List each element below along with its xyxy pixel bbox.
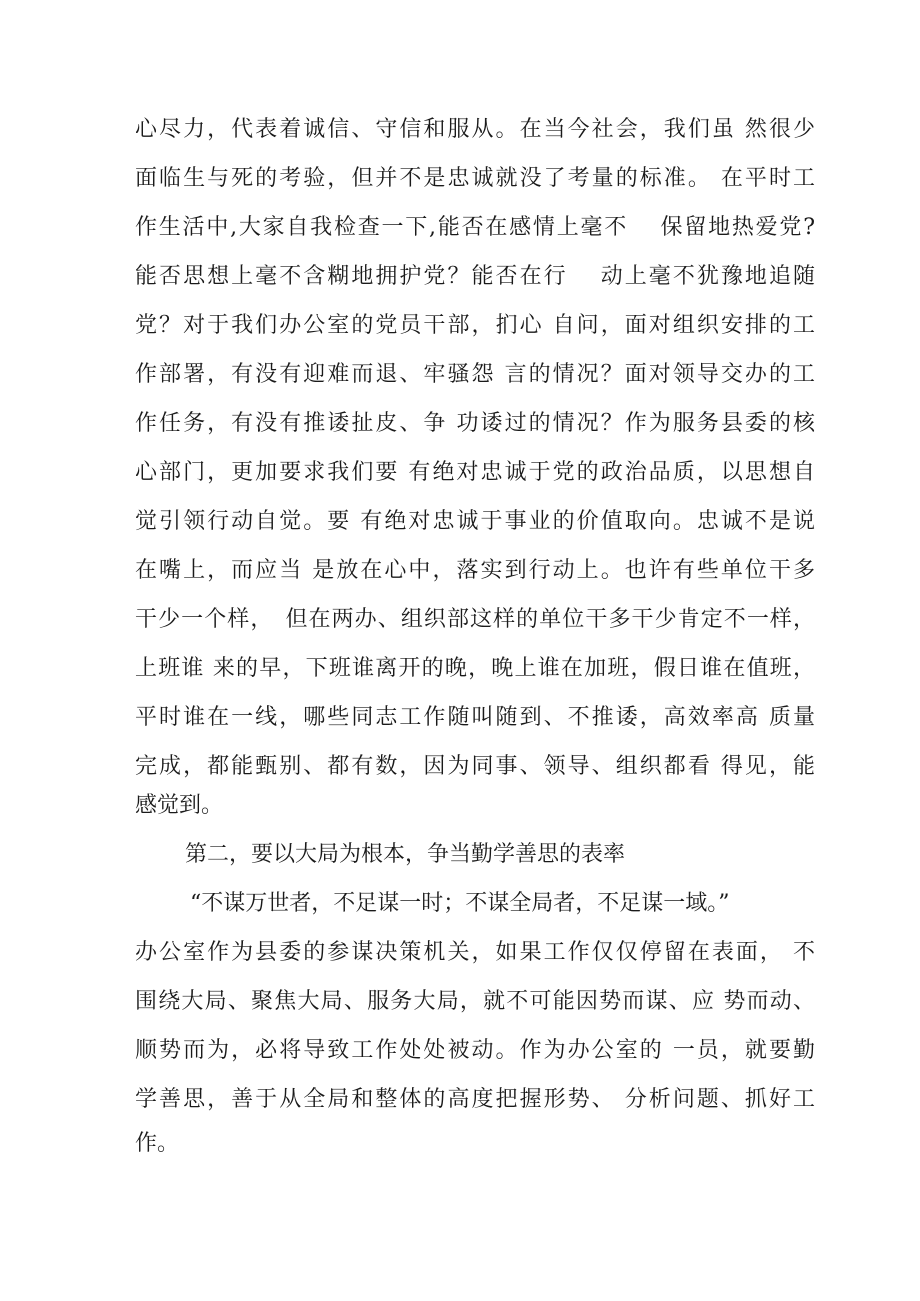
text-line: 面临生与死的考验，但并不是忠诚就没了考量的标准。 在平时工 [135, 166, 815, 191]
section-heading: 第二，要以大局为根本，争当勤学善思的表率 [185, 842, 626, 867]
text-line: 觉引领行动自觉。要 有绝对忠诚于事业的价值取向。忠诚不是说 [135, 509, 815, 534]
text-line: 作任务，有没有推诿扯皮、争 功诿过的情况？作为服务县委的核 [135, 411, 815, 436]
text-line: 感觉到。 [135, 793, 224, 818]
text-line: 办公室作为县委的参谋决策机关，如果工作仅仅停留在表面， 不 [135, 940, 815, 965]
text-line: 心部门，更加要求我们要 有绝对忠诚于党的政治品质，以思想自 [135, 460, 815, 485]
text-line: 干少一个样， 但在两办、组织部这样的单位干多干少肯定不一样， [135, 607, 815, 632]
text-line: 在嘴上，而应当 是放在心中，落实到行动上。也许有些单位干多 [135, 558, 815, 583]
quote-line: “不谋万世者，不足谋一时；不谋全局者，不足谋一域。” [190, 891, 730, 916]
text-line: 作。 [135, 1131, 180, 1156]
text-line: 顺势而为，必将导致工作处处被动。作为办公室的 一员，就要勤 [135, 1038, 815, 1063]
text-line: 平时谁在一线，哪些同志工作随叫随到、不推诿，高效率高 质量 [135, 705, 815, 730]
text-line: 能否思想上毫不含糊地拥护党？能否在行 动上毫不犹豫地追随 [135, 264, 815, 289]
text-line: 作部署，有没有迎难而退、牢骚怨 言的情况？面对领导交办的工 [135, 362, 815, 387]
text-line: 完成，都能甄别、都有数，因为同事、领导、组织都看 得见，能 [135, 754, 815, 779]
text-line: 作生活中,大家自我检查一下,能否在感情上毫不 保留地热爱党? [135, 215, 815, 240]
text-line: 心尽力，代表着诚信、守信和服从。在当今社会，我们虽 然很少 [135, 117, 815, 142]
text-line: 上班谁 来的早，下班谁离开的晚，晚上谁在加班，假日谁在值班， [135, 656, 815, 681]
text-line: 学善思，善于从全局和整体的高度把握形势、 分析问题、抓好工 [135, 1087, 815, 1112]
text-line: 党？对于我们办公室的党员干部，扪心 自问，面对组织安排的工 [135, 313, 815, 338]
text-line: 围绕大局、聚焦大局、服务大局，就不可能因势而谋、应 势而动、 [135, 989, 815, 1014]
